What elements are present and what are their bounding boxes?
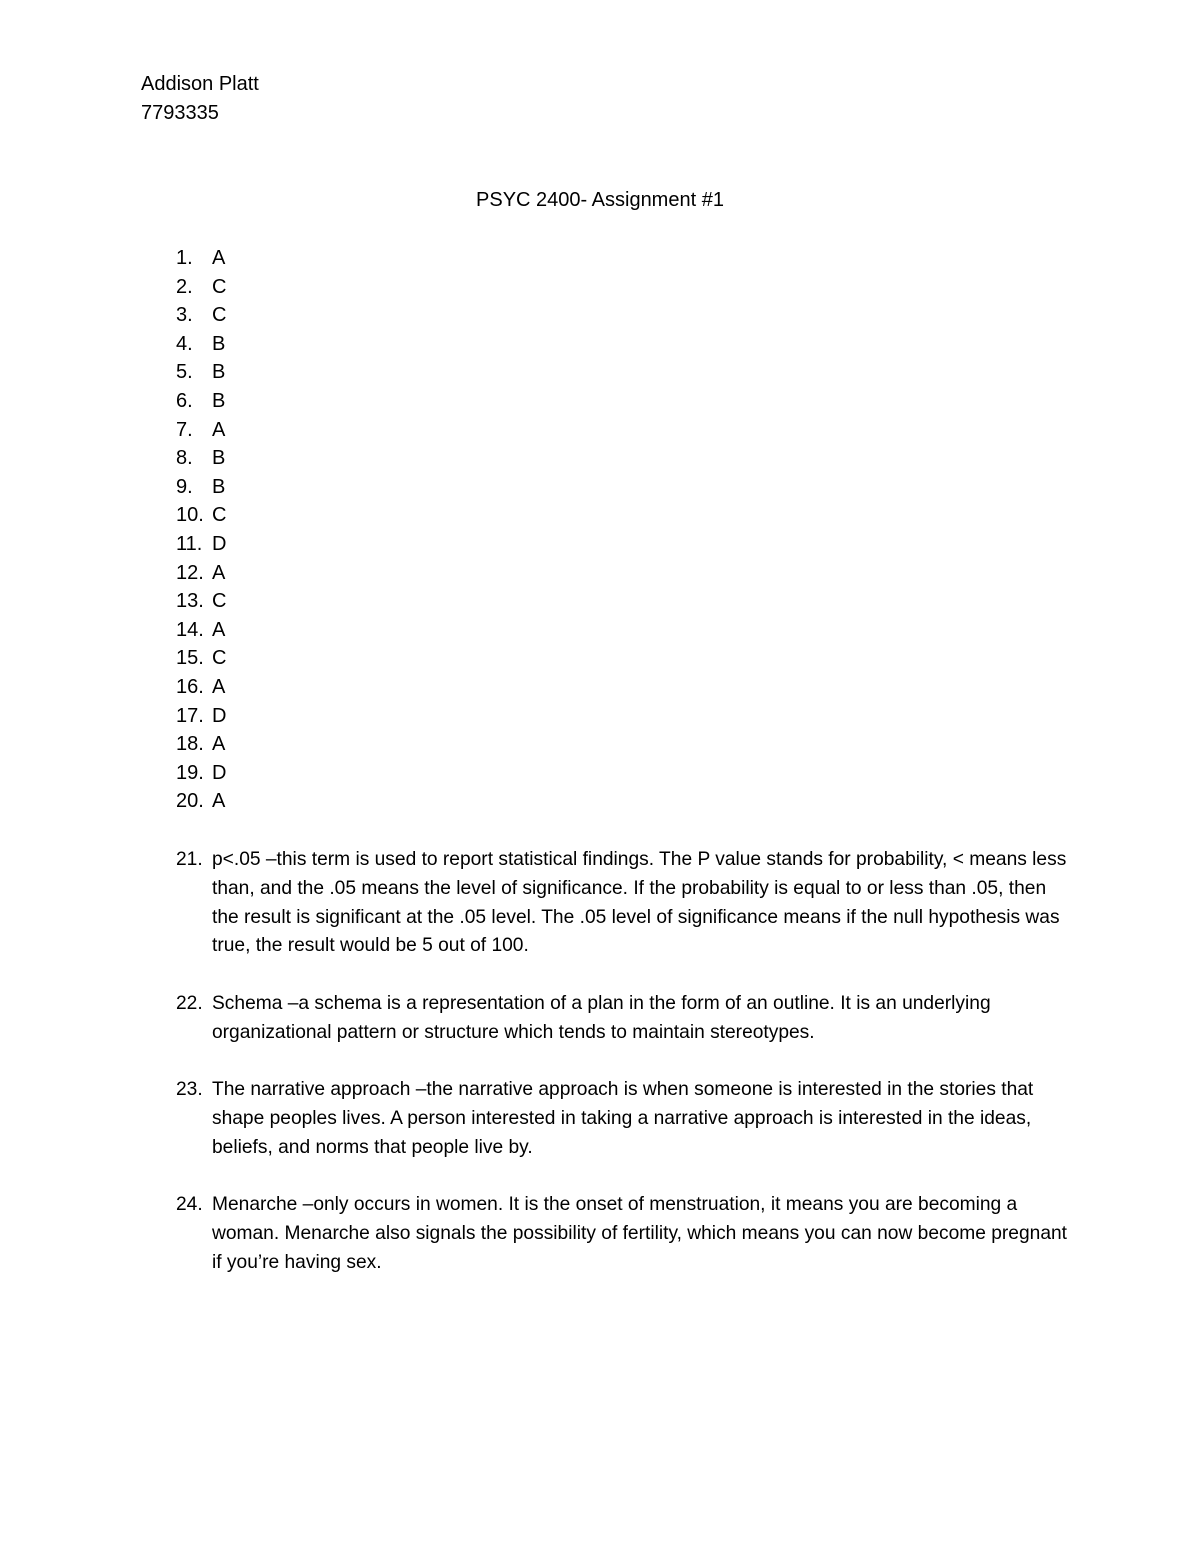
question-number: 2. bbox=[176, 275, 193, 298]
answer-letter: C bbox=[212, 275, 227, 298]
question-number: 12. bbox=[176, 561, 204, 584]
mc-answer-item bbox=[176, 530, 226, 559]
question-number: 16. bbox=[176, 675, 204, 698]
answer-text: Menarche –only occurs in women. It is the onset of menstruation, it means you are becoming a woman. Menarche also signals the possibility of fertility, which means you can now become pregnant if you’re having sex. bbox=[212, 1193, 1067, 1273]
question-number: 13. bbox=[176, 590, 204, 613]
mc-answer-item bbox=[176, 730, 226, 759]
mc-answer-item bbox=[176, 673, 226, 702]
answer-letter: D bbox=[212, 704, 227, 727]
answer-letter: B bbox=[212, 475, 226, 498]
answer-letter: A bbox=[212, 247, 226, 269]
question-number: 3. bbox=[176, 304, 193, 327]
mc-answer-item bbox=[176, 244, 226, 273]
mc-answer-item bbox=[176, 501, 226, 530]
mc-answer-item bbox=[176, 387, 226, 416]
mc-answer-item bbox=[176, 416, 226, 445]
question-number: 4. bbox=[176, 332, 193, 355]
question-number: 19. bbox=[176, 761, 204, 784]
question-number: 11. bbox=[176, 532, 203, 555]
question-number: 24. bbox=[176, 1193, 203, 1215]
short-answer-item bbox=[176, 1076, 1076, 1162]
answer-letter: A bbox=[212, 561, 226, 584]
answer-letter: C bbox=[212, 590, 227, 613]
question-number: 23. bbox=[176, 1078, 203, 1100]
mc-answer-item bbox=[176, 787, 226, 816]
answer-text: The narrative approach –the narrative approach is when someone is interested in the stories that shape peoples lives. A person interested in taking a narrative approach is interested in the ideas, beliefs, and norms that people live by. bbox=[212, 1078, 1034, 1158]
answer-letter: B bbox=[212, 361, 226, 384]
answer-letter: C bbox=[212, 647, 227, 670]
question-number: 1. bbox=[176, 247, 193, 269]
answer-letter: D bbox=[212, 761, 227, 784]
answer-letter: B bbox=[212, 447, 226, 470]
author-block bbox=[141, 70, 259, 128]
multiple-choice-list bbox=[176, 244, 226, 816]
mc-answer-item bbox=[176, 273, 226, 302]
student-id: 7793335 bbox=[141, 102, 219, 124]
short-answer-item bbox=[176, 990, 1076, 1048]
question-number: 17. bbox=[176, 704, 204, 727]
question-number: 22. bbox=[176, 992, 203, 1014]
mc-answer-item bbox=[176, 759, 226, 788]
mc-answer-item bbox=[176, 702, 226, 731]
mc-answer-item bbox=[176, 587, 226, 616]
question-number: 6. bbox=[176, 389, 193, 412]
mc-answer-item bbox=[176, 644, 226, 673]
short-answer-item bbox=[176, 846, 1076, 961]
short-answer-item bbox=[176, 1191, 1076, 1277]
mc-answer-item bbox=[176, 358, 226, 387]
mc-answer-item bbox=[176, 444, 226, 473]
question-number: 21. bbox=[176, 849, 203, 870]
answer-letter: A bbox=[212, 418, 226, 441]
short-answer-list bbox=[176, 846, 1076, 1306]
mc-answer-item bbox=[176, 616, 226, 645]
answer-letter: C bbox=[212, 304, 227, 327]
question-number: 10. bbox=[176, 504, 204, 527]
answer-letter: A bbox=[212, 618, 226, 641]
answer-text: Schema –a schema is a representation of a plan in the form of an outline. It is an underlying organizational pattern or structure which tends to maintain stereotypes. bbox=[212, 992, 991, 1043]
answer-letter: D bbox=[212, 532, 227, 555]
answer-letter: A bbox=[212, 675, 226, 698]
question-number: 18. bbox=[176, 733, 204, 756]
question-number: 8. bbox=[176, 447, 193, 470]
answer-letter: A bbox=[212, 733, 226, 756]
answer-letter: A bbox=[212, 790, 226, 813]
mc-answer-item bbox=[176, 559, 226, 588]
mc-answer-item bbox=[176, 330, 226, 359]
answer-text: p<.05 –this term is used to report statistical findings. The P value stands for probability, < means less than, and the .05 means the level of significance. If the probability is equal to or less than .05, then the result is significant at the .05 level. The .05 level of significance means if the null hypothesis was true, the result would be 5 out of 100. bbox=[212, 849, 1067, 957]
question-number: 7. bbox=[176, 418, 193, 441]
question-number: 20. bbox=[176, 790, 204, 813]
question-number: 9. bbox=[176, 475, 193, 498]
question-number: 14. bbox=[176, 618, 204, 641]
answer-letter: B bbox=[212, 389, 226, 412]
answer-letter: B bbox=[212, 332, 226, 355]
question-number: 15. bbox=[176, 647, 204, 670]
author-name: Addison Platt bbox=[141, 73, 259, 95]
question-number: 5. bbox=[176, 361, 193, 384]
answer-letter: C bbox=[212, 504, 227, 527]
mc-answer-item bbox=[176, 301, 226, 330]
document-title: PSYC 2400- Assignment #1 bbox=[476, 189, 724, 211]
mc-answer-item bbox=[176, 473, 226, 502]
